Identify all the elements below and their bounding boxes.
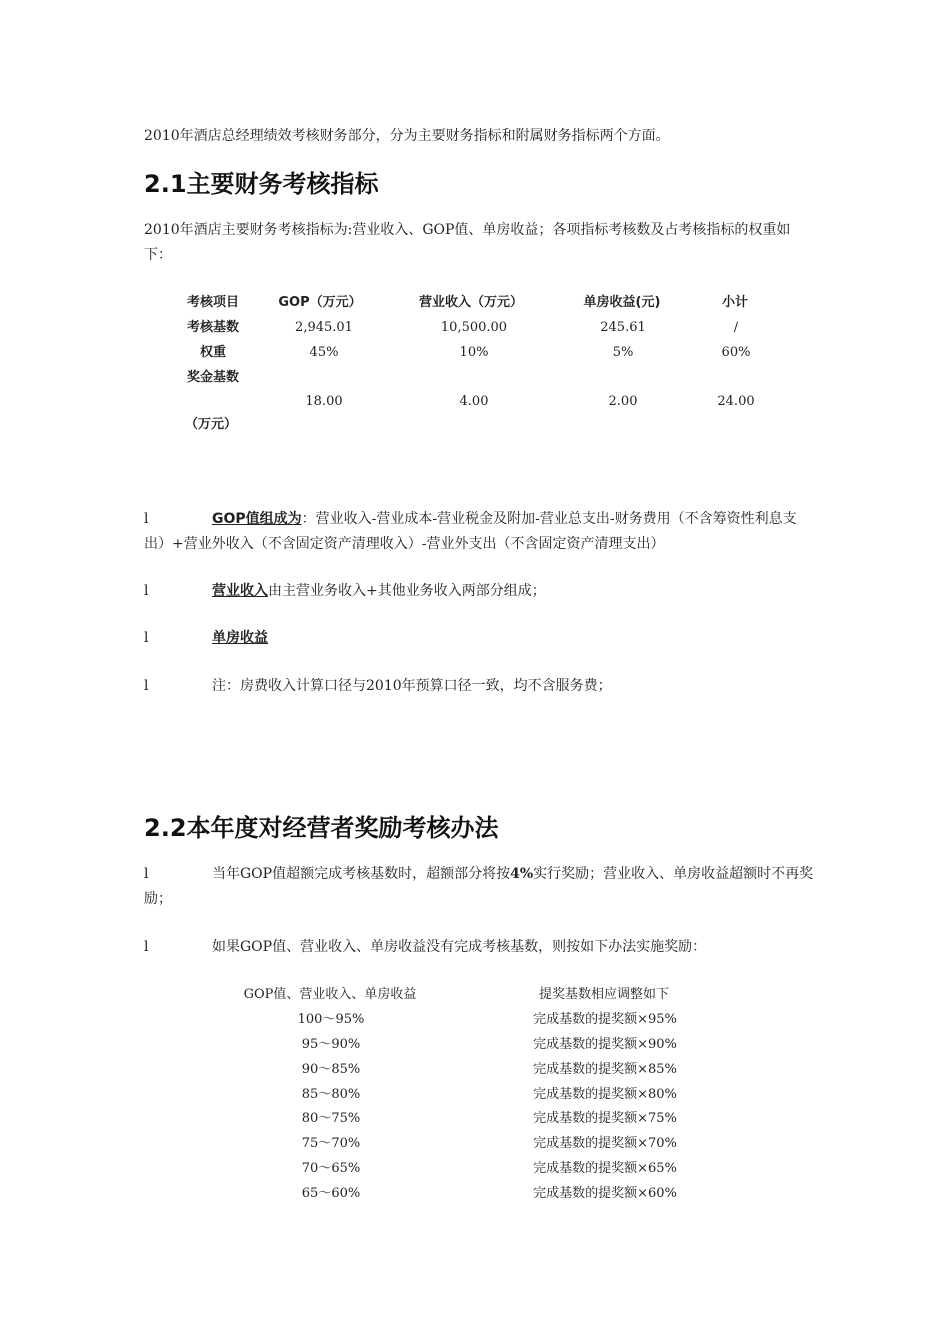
table2-range: 95～90% (301, 1037, 361, 1052)
table2-adjustment: 完成基数的提奖额×85% (533, 1062, 677, 1077)
table2-range: 100～95% (297, 1012, 365, 1027)
table1-cell: 10% (459, 345, 489, 360)
table2-header-adjustment: 提奖基数相应调整如下 (538, 987, 670, 1002)
note-term: GOP值组成为 (212, 511, 302, 527)
table1-header-gop: GOP（万元） (278, 295, 362, 310)
note-revenue-definition (144, 579, 814, 604)
table2-adjustment: 完成基数的提奖额×65% (533, 1161, 677, 1176)
table2-range: 75～70% (301, 1136, 361, 1151)
note-text: 由主营业务收入+其他业务收入两部分组成； (268, 583, 546, 599)
table1-row-label-bonus: 奖金基数 (186, 370, 240, 385)
note-term: 营业收入 (212, 583, 268, 599)
table1-header-revenue: 营业收入（万元） (418, 295, 524, 310)
reward-rule-excess (144, 862, 814, 912)
table1-row-label: 考核基数 (186, 320, 240, 335)
table2-adjustment: 完成基数的提奖额×80% (533, 1087, 677, 1102)
rule-text: 实行奖励；营业收入、单房收益超额时不再奖励； (144, 866, 814, 907)
note-term: 单房收益 (212, 630, 268, 646)
table1-cell: 10,500.00 (440, 320, 508, 335)
table1-cell: 5% (612, 345, 634, 360)
intro-paragraph: 2010年酒店总经理绩效考核财务部分，分为主要财务指标和附属财务指标两个方面。 (144, 128, 670, 144)
bullet-marker: l (144, 511, 149, 527)
note-text: 营业收入-营业成本-营业税金及附加-营业总支出-财务费用（不含筹资性利息支出）+营业外收入（不含固定资产清理收入）-营业外支出（不含固定资产清理支出） (144, 511, 797, 552)
table2-adjustment: 完成基数的提奖额×60% (533, 1186, 677, 1201)
table2-range: 85～80% (301, 1087, 361, 1102)
section-heading-2-2: 2.2本年度对经营者奖励考核办法 (144, 814, 499, 842)
table2-adjustment: 完成基数的提奖额×95% (533, 1012, 677, 1027)
table1-cell: 4.00 (459, 394, 489, 409)
rule-rate: 4% (510, 866, 534, 882)
reward-rule-shortfall: 如果GOP值、营业收入、单房收益没有完成考核基数，则按如下办法实施奖励： (212, 939, 707, 955)
section-2-1-description: 2010年酒店主要财务考核指标为:营业收入、GOP值、单房收益；各项指标考核数及占考核指标的权重如下： (144, 222, 791, 263)
table1-cell: / (733, 320, 739, 335)
table2-header-completion: GOP值、营业收入、单房收益 (243, 987, 417, 1002)
note-gop-definition (144, 507, 814, 557)
table2-range: 90～85% (301, 1062, 361, 1077)
table2-range: 70～65% (301, 1161, 361, 1176)
section-heading-2-1: 2.1主要财务考核指标 (144, 170, 379, 198)
table1-cell: 2.00 (608, 394, 638, 409)
note-separator: ： (301, 511, 316, 527)
table1-cell: 245.61 (600, 320, 646, 335)
table1-header-subtotal: 小计 (721, 295, 749, 310)
table1-cell: 60% (721, 345, 751, 360)
table1-row-label-bonus-unit: （万元） (184, 417, 238, 432)
table1-cell: 24.00 (717, 394, 755, 409)
bullet-marker: l (144, 939, 149, 955)
table1-cell: 18.00 (305, 394, 343, 409)
bullet-marker: l (144, 583, 149, 599)
table1-row-label: 权重 (199, 345, 227, 360)
table2-range: 80～75% (301, 1111, 361, 1126)
table1-header-room-revenue: 单房收益(元) (583, 295, 661, 310)
table1-cell: 45% (309, 345, 339, 360)
table2-adjustment: 完成基数的提奖额×70% (533, 1136, 677, 1151)
bullet-marker: l (144, 630, 149, 646)
table2-range: 65～60% (301, 1186, 361, 1201)
bullet-marker: l (144, 678, 149, 694)
table2-adjustment: 完成基数的提奖额×75% (533, 1111, 677, 1126)
rule-text: 当年GOP值超额完成考核基数时，超额部分将按 (212, 866, 511, 882)
note-room-fee: 注：房费收入计算口径与2010年预算口径一致，均不含服务费； (212, 678, 612, 694)
table2-adjustment: 完成基数的提奖额×90% (533, 1037, 677, 1052)
note-room-revenue (144, 626, 814, 651)
table1-header-item: 考核项目 (186, 295, 240, 310)
table1-cell: 2,945.01 (295, 320, 353, 335)
bullet-marker: l (144, 866, 149, 882)
